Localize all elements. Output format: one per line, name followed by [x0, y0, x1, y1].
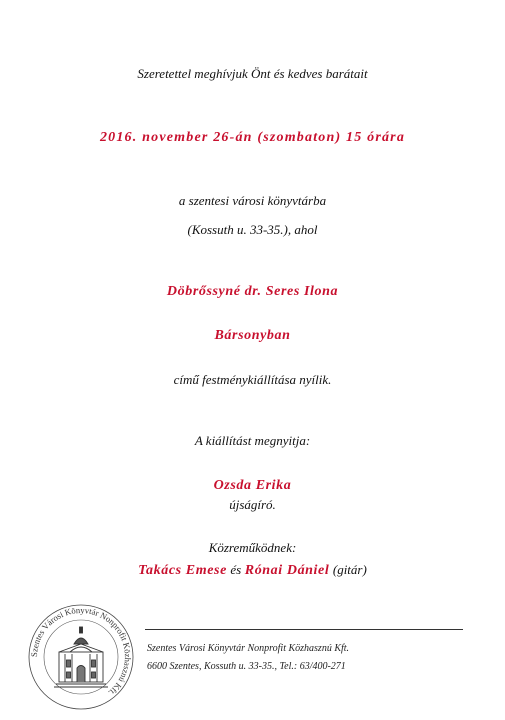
event-date: 2016. november 26-án (szombaton) 15 órára [99, 130, 406, 145]
footer-address: 6600 Szentes, Kossuth u. 33-35., Tel.: 63/400-271 [147, 661, 346, 672]
library-logo [26, 602, 136, 712]
opener-intro: A kiállítást megnyitja: [194, 433, 311, 448]
artist-name: Döbrőssyné dr. Seres Ilona [166, 284, 339, 299]
library-seal-icon [26, 602, 136, 712]
seal-ring-text: Szentes Városi Könyvtár Nonprofit Közhasznú Kft. [28, 604, 134, 699]
performers-conjunction: és [230, 562, 242, 577]
venue-line-2: (Kossuth u. 33-35.), ahol [187, 222, 318, 237]
exhibition-description: című festménykiállítása nyílik. [173, 372, 332, 387]
performer-1: Takács Emese [138, 563, 227, 578]
exhibition-title: Bársonyban [214, 328, 291, 343]
performers-line [0, 562, 505, 579]
opener-role: újságíró. [229, 497, 276, 512]
opener-name: Ozsda Erika [213, 478, 292, 493]
venue-line-1: a szentesi városi könyvtárba [178, 193, 327, 208]
performer-2: Rónai Dániel [244, 563, 330, 578]
performer-2-role: (gitár) [332, 562, 367, 577]
footer-org-name: Szentes Városi Könyvtár Nonprofit Közhasznú Kft. [147, 643, 350, 654]
performers-intro: Közreműködnek: [208, 540, 297, 555]
invitation-intro: Szeretettel meghívjuk Önt és kedves barátait [137, 66, 368, 81]
footer-divider [145, 629, 463, 630]
